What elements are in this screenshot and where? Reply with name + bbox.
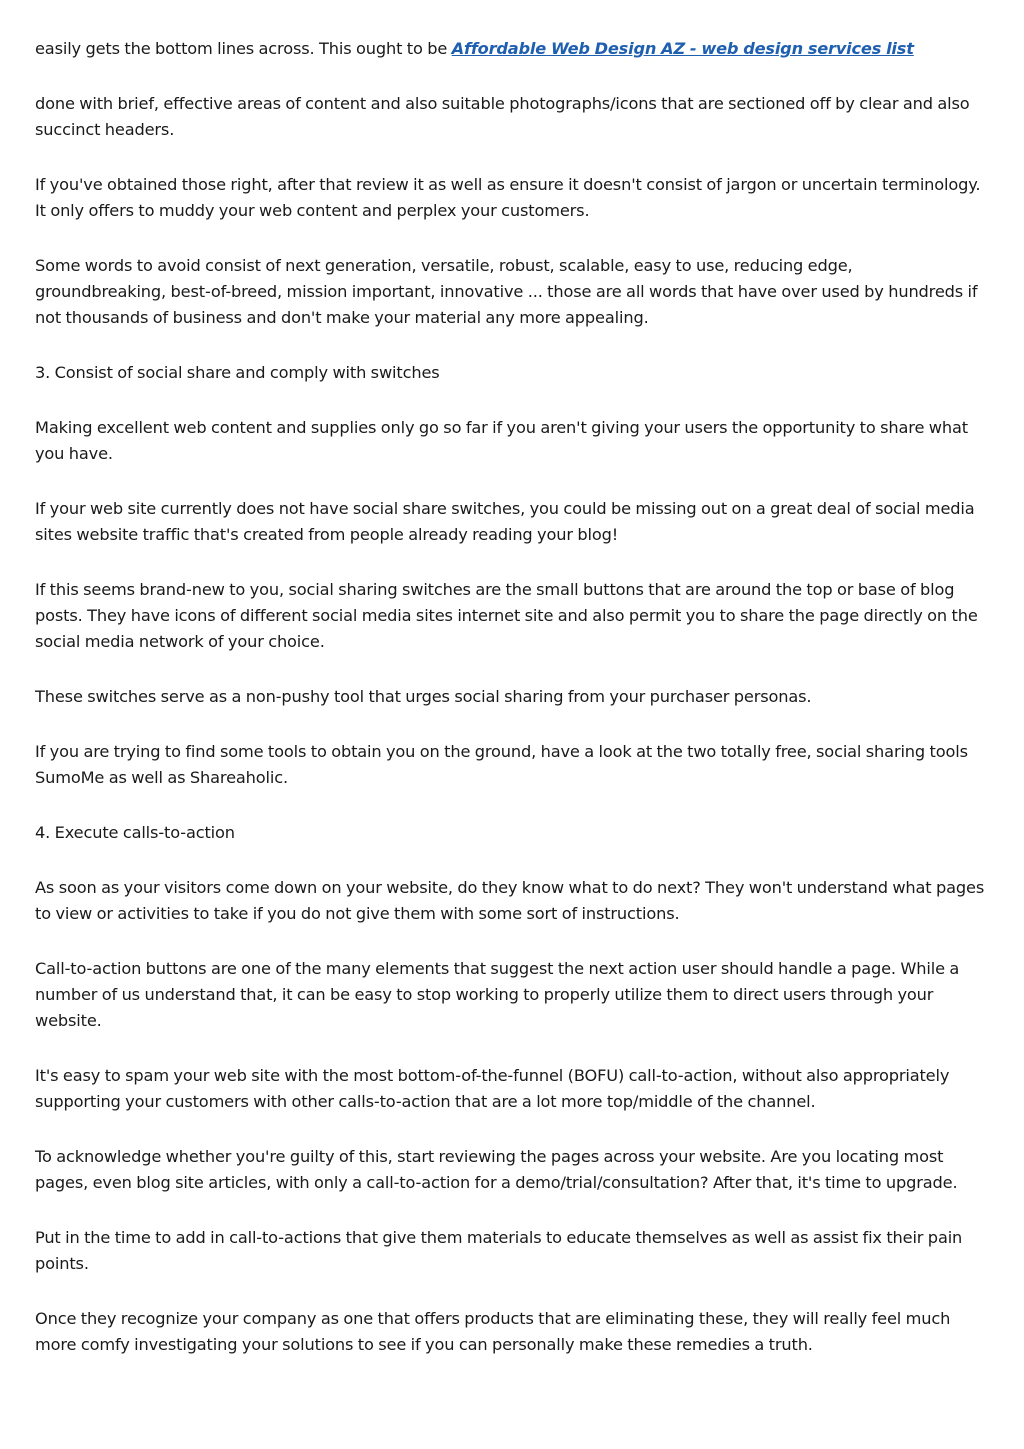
body-paragraph: Put in the time to add in call-to-actions that give them materials to educate themselves as well as assist fix their pain points. xyxy=(35,1228,963,1273)
body-paragraph: To acknowledge whether you're guilty of this, start reviewing the pages across your website. Are you locating most pages, even blog site articles, with only a call-to-action for a demo/trial/consultation? After that, it's time to upgrade. xyxy=(35,1147,958,1192)
body-paragraph: done with brief, effective areas of content and also suitable photographs/icons that are sectioned off by clear and also succinct headers. xyxy=(35,94,970,139)
body-paragraph: It's easy to spam your web site with the most bottom-of-the-funnel (BOFU) call-to-action, without also appropriately supporting your customers with other calls-to-action that are a lot more top/middle of the channel. xyxy=(35,1066,950,1111)
body-paragraph: If you've obtained those right, after that review it as well as ensure it doesn't consist of jargon or uncertain terminology. It only offers to muddy your web content and perplex your customers. xyxy=(35,175,981,220)
body-paragraph: If you are trying to find some tools to obtain you on the ground, have a look at the two totally free, social sharing tools SumoMe as well as Shareaholic. xyxy=(35,742,968,787)
body-paragraph: Once they recognize your company as one that offers products that are eliminating these, they will really feel much more comfy investigating your solutions to see if you can personally make these remedies a truth. xyxy=(35,1309,951,1354)
body-paragraph: If this seems brand-new to you, social sharing switches are the small buttons that are around the top or base of blog posts. They have icons of different social media sites internet site and also permit you to share the page directly on the social media network of your choice. xyxy=(35,580,978,651)
intro-text: easily gets the bottom lines across. This ought to be xyxy=(35,39,452,58)
body-paragraph: Making excellent web content and supplies only go so far if you aren't giving your users the opportunity to share what you have. xyxy=(35,418,968,463)
section-heading-calls-to-action: 4. Execute calls-to-action xyxy=(35,823,235,842)
body-paragraph: Some words to avoid consist of next generation, versatile, robust, scalable, easy to use, reducing edge, groundbreaking, best-of-breed, mission important, innovative ... those are all words that have over used by hundreds if not thousands of business and don't make your material any more appealing. xyxy=(35,256,978,327)
body-paragraph: Call-to-action buttons are one of the many elements that suggest the next action user should handle a page. While a number of us understand that, it can be easy to stop working to properly utilize them to direct users through your website. xyxy=(35,959,960,1030)
body-paragraph: These switches serve as a non-pushy tool that urges social sharing from your purchaser personas. xyxy=(35,687,812,706)
body-paragraph: If your web site currently does not have social share switches, you could be missing out on a great deal of social media sites website traffic that's created from people already reading your blog! xyxy=(35,499,975,544)
body-paragraph: As soon as your visitors come down on your website, do they know what to do next? They won't understand what pages to view or activities to take if you do not give them with some sort of instructions. xyxy=(35,878,985,923)
affordable-web-design-link[interactable]: Affordable Web Design AZ - web design services list xyxy=(451,39,914,58)
intro-paragraph xyxy=(35,36,988,62)
section-heading-social-share: 3. Consist of social share and comply with switches xyxy=(35,363,440,382)
